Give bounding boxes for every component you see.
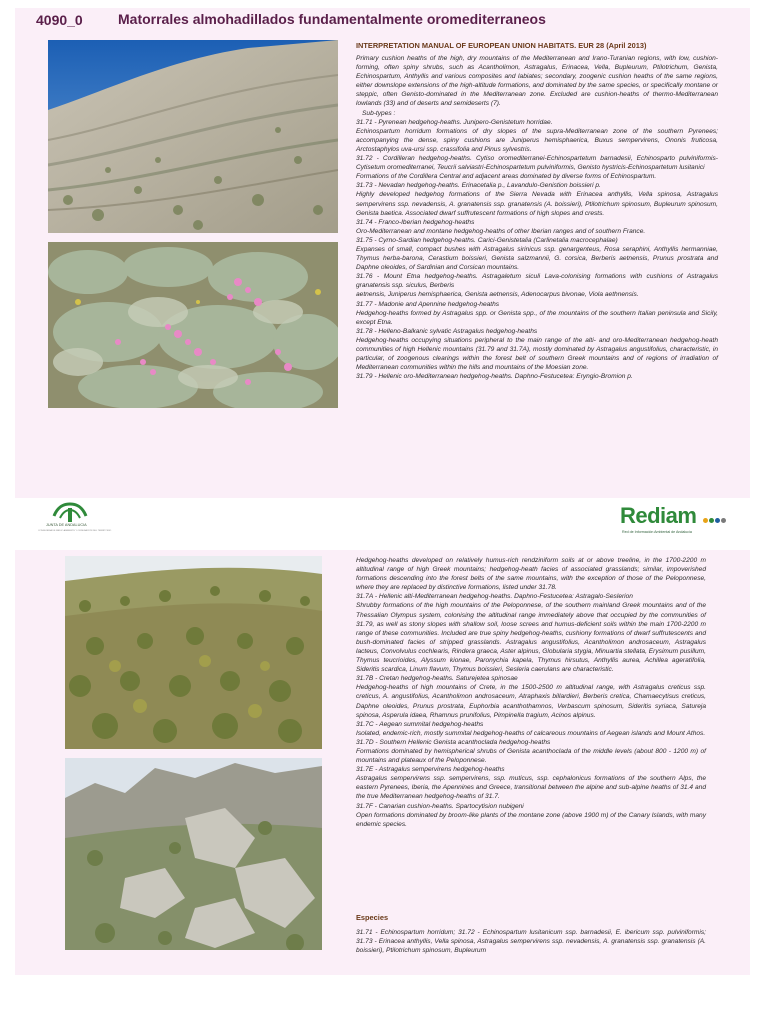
paragraph: 31.7D - Southern Hellenic Genista acanthoclada hedgehog-heaths — [356, 738, 551, 746]
especies-heading: Especies — [356, 913, 389, 922]
photo-limestone-rocks — [65, 758, 322, 950]
paragraph: 31.7F - Canarian cushion-heaths. Spartocytision nubigeni — [356, 802, 524, 810]
paragraph: Oro-Mediterranean and montane hedgehog-heaths of other Iberian ranges and of southern France. — [356, 227, 646, 235]
paragraph: Isolated, endemic-rich, mostly summital hedgehog-heaths of calcareous mountains of Aegean islands and Mount Athos. — [356, 729, 706, 737]
text-block-bottom — [356, 556, 706, 829]
rediam-wordmark: Rediam — [620, 503, 697, 528]
text-block-top — [356, 54, 718, 381]
paragraph: Hedgehog-heaths of high mountains of Crete, in the 1500-2500 m altitudinal range, with Astragalus creticus ssp. creticus, A. angustifolius, Acantholimon androsaceum, Atraphaxis billardieri, Berberis cretica, Chamaecytisus creticus, Daphne oleoides, Prunus prostrata, Euphorbia acanthothamnos, Verbascum spinosum, Sideritis syriaca, Satureja spinosa, Asperula idaea, Rhamnus prunifolius, Pimpinella tragium, Acinos alpinus. — [356, 684, 706, 719]
paragraph: 31.76 - Mount Etna hedgehog-heaths. Astragaletum siculi Lava-colonising formations with cushions of Astragalus granatensis ssp. siculus, Berberis — [356, 273, 718, 290]
paragraph: Expanses of small, compact bushes with Astragalus sirinicus ssp. genargenteus, Rosa seraphini, Anthyllis hermanniae, Thymus herba-barona, Cerastium boissieri, Genista salzmannii, G. corsica, Berberis aetnensis, Prunus prostrata and Daphne oleoides, of Sardinian and Corsican mountains. — [356, 245, 718, 272]
habitat-code: 4090_0 — [36, 12, 83, 28]
rediam-subtitle: Red de Información Ambiental de Andalucía — [622, 530, 692, 534]
photo-shrub-hillside — [65, 556, 322, 749]
paragraph: 31.78 - Helleno-Balkanic sylvatic Astragalus hedgehog-heaths — [356, 327, 538, 335]
paragraph: 31.75 - Cyrno-Sardian hedgehog-heaths. Carici-Genistetalia (Carlinetalia macrocephalae) — [356, 236, 618, 244]
paragraph: Hedgehog-heaths occupying situations peripheral to the main range of the alti- and oro-Mediterranean hedgehog-heath communities of high Hellenic mountains (31.79 and 31.7A), mostly dominated by Astragalus angustifolius, characteristic, in particular, of zoogenous clearings within the forest belt of southern Greek mountains and of regions of irradiation of Mediterranean communities within the hills and mountains of the Moesian zone. — [356, 336, 718, 372]
paragraph: 31.73 - Nevadan hedgehog-heaths. Erinacetalia p., Lavandulo-Genistion boissieri p. — [356, 182, 601, 190]
paragraph: Sub-types : — [362, 109, 396, 117]
page-title: Matorrales almohadillados fundamentalmente oromediterraneos — [118, 11, 546, 27]
paragraph: 31.71 - Pyrenean hedgehog-heaths. Junipero-Genistetum horridae. — [356, 118, 553, 126]
especies-text: 31.71 - Echinospartum horridum; 31.72 - Echinospartum lusitanicum ssp. barnadesii, E. ibericum ssp. pulviniformis; 31.73 - Erinacea anthyllis, Vella spinosa, Astragalus sempervirens ssp. nevadensis, A. granatensis ssp. granatensis (A. boissieri), Ptilotrichum spinosum, Bupleurum — [356, 929, 706, 955]
paragraph: Astragalus sempervirens ssp. sempervirens, ssp. muticus, ssp. cephalonicus formations of the southern Alps, the eastern Pyrenees, Iberia, the Apennines and Greece, transitional between the alpine and sub-alpine heaths of 31.4 and the true Mediterranean hedgehog-heaths of 31.7. — [356, 775, 706, 801]
paragraph: Echinospartum horridum formations of dry slopes of the supra-Mediterranean zone of the southern Pyrenees; accompanying the dense, spiny cushions are Juniperus hemisphaerica, Buxus sempervirens, Ononis fruticosa, Arctostaphylos uva-ursi ssp. crassifolia and Pinus sylvestris. — [356, 127, 718, 153]
paragraph: Formations dominated by hemispherical shrubs of Genista acanthoclada of the middle levels (about 800 - 1200 m) of mountains and plateaux of the Peloponnese. — [356, 747, 706, 765]
junta-andalucia-logo — [38, 502, 118, 538]
paragraph: Open formations dominated by broom-like plants of the montane zone (above 1900 m) of the Canary Islands, with many endemic species. — [356, 811, 706, 828]
paragraph: 31.72 - Cordilleran hedgehog-heaths. Cytiso oromediterranei-Echinospartetum barnadesii, Echinosparto pulviniformis-Cytisetum oromediterranei, Teucrii salviastri-Echinospartetum pulviniformis, Genisto hystricis-Echinospartetum lusitanici — [356, 155, 718, 172]
paragraph: aetnensis, Juniperus hemisphaerica, Genista aetnensis, Adenocarpus bivonae, Viola aethnensis. — [356, 291, 639, 299]
paragraph: Primary cushion heaths of the high, dry mountains of the Mediterranean and Irano-Turanian regions, with low, cushion-forming, often spiny shrubs, such as Acantholimon, Astragalus, Erinacea, Vella, Bupleurum, Ptilotrichum, Genista, Echinospartum, Anthyllis and various composites and labiates; secondary, zoogenic cushion heaths of the same regions, either downslope extensions of the high-altitude formations, and dominated by the same species, or specifically montane or steppic, often Genisto-dominated in the Mediterranean zone. Excluded are cushion-heaths of thermo-Mediterranean lowlands (33) and of deserts and semideserts (7). — [356, 55, 718, 108]
paragraph: Formations of the Cordillera Central and adjacent areas dominated by diverse forms of Echinospartum. — [356, 173, 657, 181]
paragraph: Highly developed hedgehog formations of the Sierra Nevada with Erinacea anthyllis, Vella spinosa, Astragalus sempervirens ssp. nevadensis, A. granatensis ssp. granatensis (A. boissieri), Ptilotrichum spinosum, Bupleurum spinosum, Genista baetica. Associated dwarf suffrutescent formations of high slopes and crests. — [356, 191, 718, 217]
junta-subtitle: CONSEJERÍA DE MEDIO AMBIENTE Y ORDENACIÓN DEL TERRITORIO — [38, 530, 112, 532]
paragraph: 31.7A - Hellenic alti-Mediterranean hedgehog-heaths. Daphno-Festucetea: Astragalo-Seslerion — [356, 593, 633, 601]
paragraph: 31.77 - Madonie and Apennine hedgehog-heaths — [356, 300, 500, 308]
paragraph: Hedgehog-heaths developed on relatively humus-rich rendziniform soils at or above treeline, in the 1700-2200 m altitudinal range of high Greek mountains; hedgehog-heath facies of associated grasslands; similar, impoverished formations descending into the forest belts of the same mountains, with the exception of those of the Peloponnese, where they are replaced by distinctive formations, listed under 31.78. — [356, 557, 706, 592]
junta-emblem-icon — [50, 502, 90, 524]
photo-cushion-flowers — [48, 242, 338, 408]
rediam-logo — [620, 503, 727, 534]
paragraph: 31.7C - Aegean summital hedgehog-heaths — [356, 720, 484, 728]
paragraph: 31.79 - Hellenic oro-Mediterranean hedgehog-heaths. Daphno-Festucetea: Eryngio-Bromion p. — [356, 373, 633, 381]
rediam-dots-icon — [703, 510, 727, 528]
paragraph: Hedgehog-heaths formed by Astragalus spp. or Genista spp., of the mountains of the southern Italian peninsula and Sicily, except Etna. — [356, 309, 718, 326]
junta-name: JUNTA DE ANDALUCIA — [46, 523, 87, 527]
photo-rocky-slope — [48, 40, 338, 233]
paragraph: 31.74 - Franco-Iberian hedgehog-heaths — [356, 218, 475, 226]
paragraph: Shrubby formations of the high mountains of the Peloponnese, of the southern mainland Greek mountains and of the Thessalian Olympus system, colonising the altitudinal range immediately above that occupied by the communities of 31.79, as well as stony slopes with shallow soil, loose screes and humus-deficient soils within the main 1700-2200 m range of these communities. Included are true spiny hedgehog-heaths, cushiony formations of dwarf suffrutescents and bush-dominated facies of stripped grasslands. Astragalus angustifolius, Acantholimon androsaceum, Astragalus lacteus, Convolvulus cochlearis, Rindera graeca, Aster alpinus, Globularia stygia, Minuartia stellata, Erysimum pusillum, Thymus teucrioides, Alyssum kionae, Paronychia kapela, Thymus hirsutus, Anthyllis aurea, Achillea ageratifolia, Sideritis scardica, Linum flavum, Thymus boissieri, Sesleria caerulans are characteristic. — [356, 602, 706, 674]
paragraph: 31.7B - Cretan hedgehog-heaths. Saturejetea spinosae — [356, 675, 518, 683]
manual-heading: INTERPRETATION MANUAL OF EUROPEAN UNION HABITATS. EUR 28 (April 2013) — [356, 41, 647, 50]
paragraph: 31.7E - Astragalus sempervirens hedgehog-heaths — [356, 766, 505, 774]
